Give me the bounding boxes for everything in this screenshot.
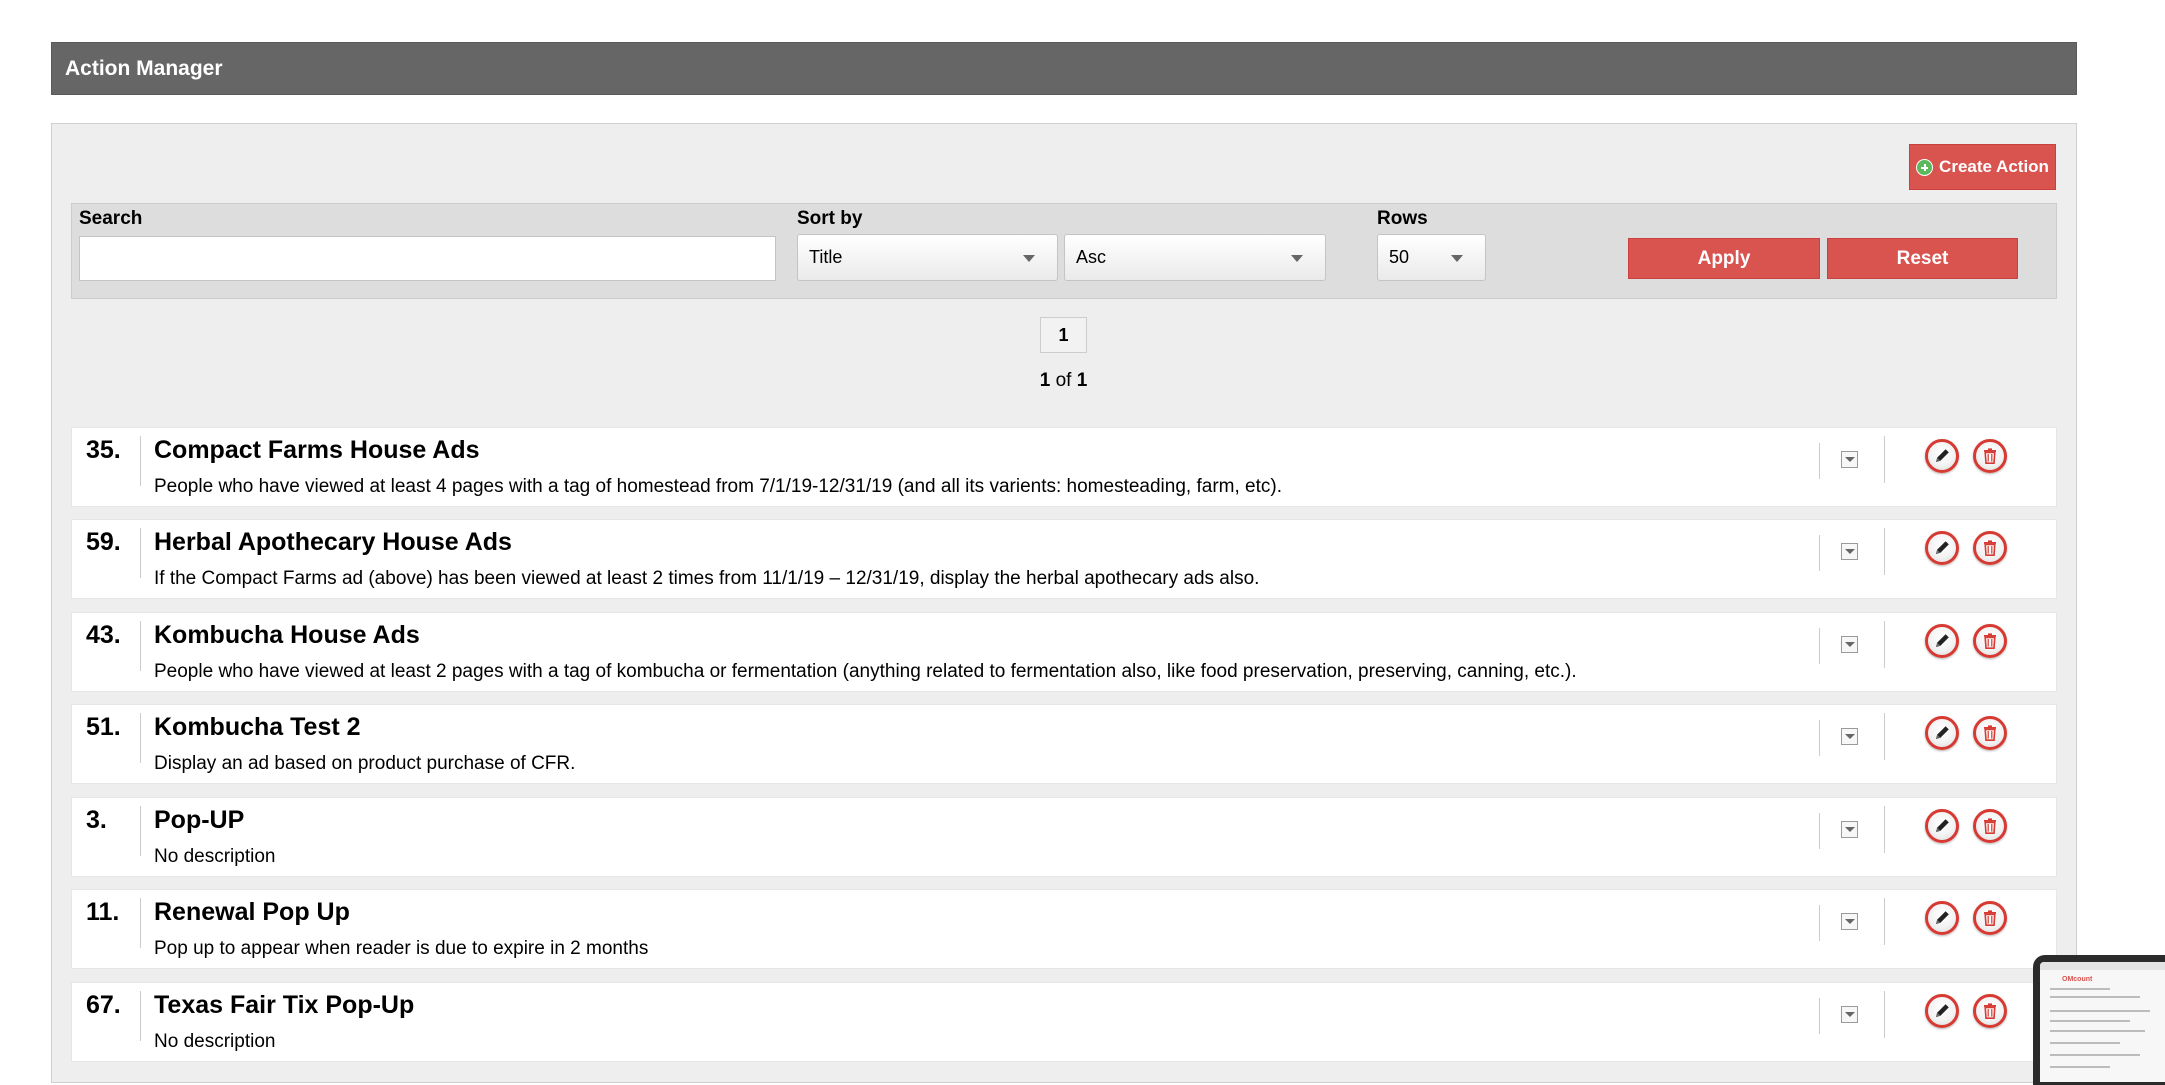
delete-action-button[interactable]: [1973, 439, 2007, 473]
divider: [140, 898, 141, 948]
action-title: Texas Fair Tix Pop-Up: [154, 991, 415, 1019]
action-id: 43.: [86, 621, 121, 649]
divider: [1819, 535, 1820, 571]
action-title: Renewal Pop Up: [154, 898, 350, 926]
divider: [1884, 806, 1885, 853]
divider: [1884, 713, 1885, 760]
sort-order-select[interactable]: [1064, 234, 1326, 281]
divider: [1884, 991, 1885, 1038]
page-number-button[interactable]: 1: [1040, 317, 1087, 353]
apply-button[interactable]: Apply: [1628, 238, 1820, 279]
action-title: Herbal Apothecary House Ads: [154, 528, 512, 556]
action-title: Kombucha Test 2: [154, 713, 361, 741]
action-id: 67.: [86, 991, 121, 1019]
action-row: [71, 889, 2057, 969]
sort-field-select[interactable]: [797, 234, 1058, 281]
divider: [140, 991, 141, 1041]
chevron-down-icon[interactable]: [1841, 636, 1858, 653]
divider: [140, 806, 141, 856]
chevron-down-icon[interactable]: [1841, 451, 1858, 468]
edit-action-button[interactable]: [1925, 994, 1959, 1028]
search-input[interactable]: [79, 236, 776, 281]
divider: [140, 621, 141, 671]
rows-value: 50: [1389, 247, 1410, 267]
page-current: 1: [1039, 370, 1051, 391]
action-row: [71, 704, 2057, 784]
action-description: People who have viewed at least 4 pages with a tag of homestead from 7/1/19-12/31/19 (and all its varients: homesteading, farm, etc).: [154, 476, 1282, 497]
delete-action-button[interactable]: [1973, 994, 2007, 1028]
edit-action-button[interactable]: [1925, 439, 1959, 473]
action-id: 35.: [86, 436, 121, 464]
create-action-button[interactable]: [1909, 144, 2056, 190]
action-id: 11.: [86, 898, 120, 926]
divider: [140, 436, 141, 486]
search-label: Search: [79, 208, 143, 229]
edit-action-button[interactable]: [1925, 531, 1959, 565]
divider: [1884, 621, 1885, 668]
header-bar: [51, 42, 2077, 95]
chevron-down-icon[interactable]: [1841, 913, 1858, 930]
divider: [1819, 905, 1820, 941]
action-description: People who have viewed at least 2 pages with a tag of kombucha or fermentation (anything related to fermentation also, like food preservation, preserving, canning, etc.).: [154, 661, 1577, 682]
divider: [1819, 443, 1820, 479]
page-indicator: [1000, 370, 1127, 392]
page-of-word: of: [1055, 370, 1072, 391]
action-title: Pop-UP: [154, 806, 245, 834]
action-id: 51.: [86, 713, 121, 741]
action-description: Display an ad based on product purchase of CFR.: [154, 753, 576, 774]
sort-order-value: Asc: [1076, 247, 1107, 267]
action-row: [71, 797, 2057, 877]
page-title: Action Manager: [65, 57, 223, 80]
divider: [1884, 898, 1885, 945]
delete-action-button[interactable]: [1973, 809, 2007, 843]
edit-action-button[interactable]: [1925, 809, 1959, 843]
plus-circle-icon: [1916, 159, 1933, 176]
chevron-down-icon[interactable]: [1841, 821, 1858, 838]
divider: [1819, 628, 1820, 664]
action-id: 3.: [86, 806, 107, 834]
delete-action-button[interactable]: [1973, 901, 2007, 935]
action-id: 59.: [86, 528, 121, 556]
reset-button[interactable]: Reset: [1827, 238, 2018, 279]
chevron-down-icon: [1451, 255, 1463, 262]
action-title: Kombucha House Ads: [154, 621, 420, 649]
action-row: [71, 427, 2057, 507]
delete-action-button[interactable]: [1973, 624, 2007, 658]
chevron-down-icon: [1291, 255, 1303, 262]
divider: [1819, 720, 1820, 756]
action-description: Pop up to appear when reader is due to expire in 2 months: [154, 938, 649, 959]
sort-by-label: Sort by: [797, 208, 863, 229]
divider: [1884, 436, 1885, 483]
delete-action-button[interactable]: [1973, 531, 2007, 565]
chevron-down-icon[interactable]: [1841, 728, 1858, 745]
action-row: [71, 519, 2057, 599]
edit-action-button[interactable]: [1925, 716, 1959, 750]
delete-action-button[interactable]: [1973, 716, 2007, 750]
rows-label: Rows: [1377, 208, 1428, 229]
action-description: If the Compact Farms ad (above) has been viewed at least 2 times from 11/1/19 – 12/31/19, display the herbal apothecary ads also.: [154, 568, 1260, 589]
thumbnail-logo: OMcount: [2062, 976, 2093, 983]
chevron-down-icon[interactable]: [1841, 1006, 1858, 1023]
divider: [140, 528, 141, 578]
action-row: [71, 612, 2057, 692]
edit-action-button[interactable]: [1925, 901, 1959, 935]
divider: [1819, 998, 1820, 1034]
sort-field-value: Title: [809, 247, 843, 267]
rows-select[interactable]: [1377, 234, 1486, 281]
action-description: No description: [154, 846, 276, 867]
thumbnail-preview: [2033, 955, 2165, 1085]
page-total: 1: [1076, 370, 1088, 391]
action-description: No description: [154, 1031, 276, 1052]
action-title: Compact Farms House Ads: [154, 436, 480, 464]
divider: [140, 713, 141, 763]
chevron-down-icon: [1023, 255, 1035, 262]
divider: [1819, 813, 1820, 849]
divider: [1884, 528, 1885, 575]
action-row: [71, 982, 2057, 1062]
edit-action-button[interactable]: [1925, 624, 1959, 658]
create-action-label: Create Action: [1939, 157, 2049, 176]
chevron-down-icon[interactable]: [1841, 543, 1858, 560]
